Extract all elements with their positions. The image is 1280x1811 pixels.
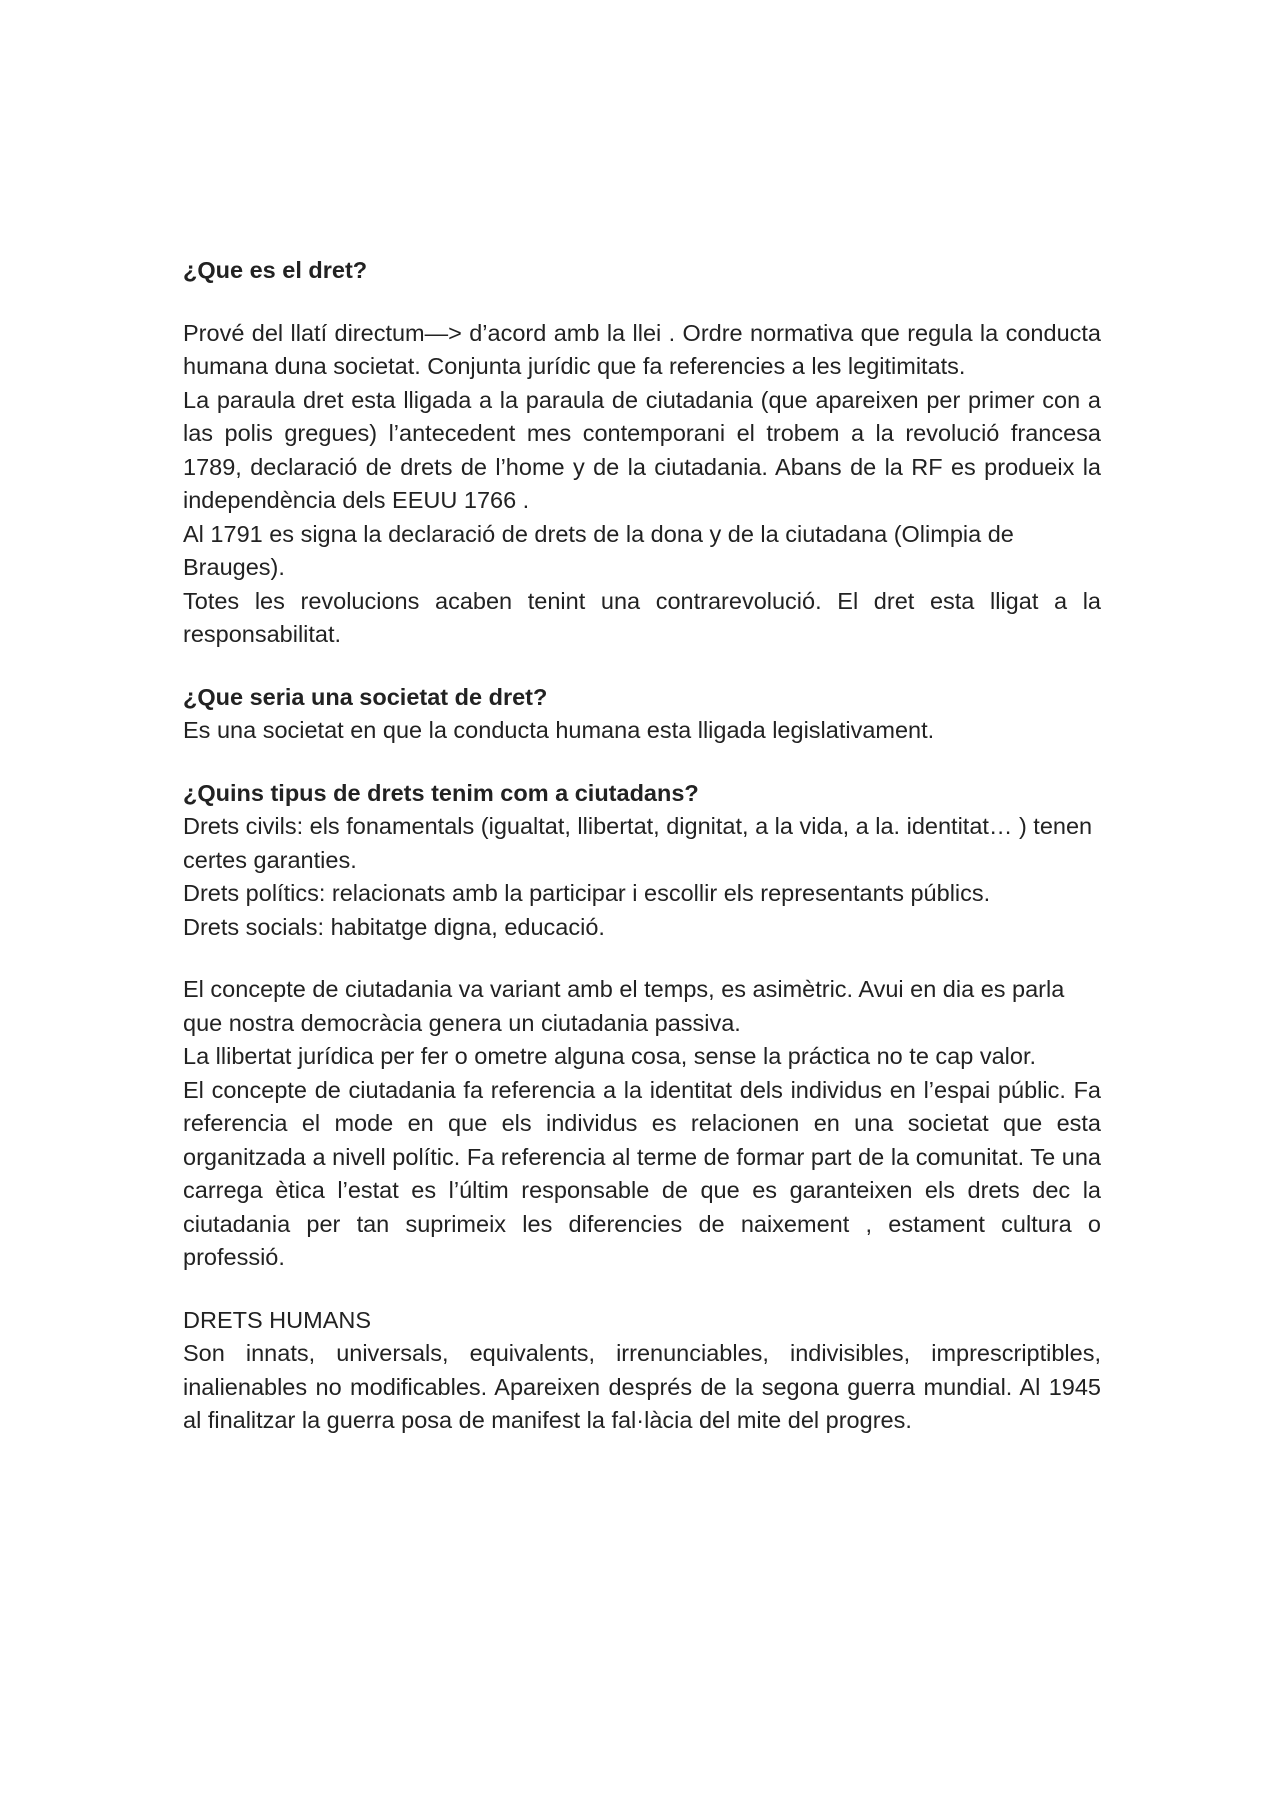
spacer (183, 652, 1101, 681)
document-page (183, 254, 1101, 1438)
paragraph-llibertat-juridica: La llibertat jurídica per fer o ometre alguna cosa, sense la práctica no te cap valor. (183, 1043, 1036, 1069)
paragraph-drets-humans: Son innats, universals, equivalents, irrenunciables, indivisibles, imprescriptibles, inalienables no modificables. Apareixen després de la segona guerra mundial. Al 1945 al finalitzar la guerra posa de manifest la fal·làcia del mite del progres. (183, 1340, 1101, 1433)
paragraph-identitat-espai-public: El concepte de ciutadania fa referencia a la identitat dels individus en l’espai públic. Fa referencia el mode en que els individus es relacionen en una societat que esta organitzada a nivell polític. Fa referencia al terme de formar part de la comunitat. Te una carrega ètica l’estat es l’últim responsable de que es garanteixen els drets dec la ciutadania per tan suprimeix les diferencies de naixement , estament cultura o professió. (183, 1076, 1101, 1270)
paragraph-dret-ciutadania: La paraula dret esta lligada a la paraula de ciutadania (que apareixen per primer con a las polis gregues) l’antecedent mes contemporani el trobem a la revolució francesa 1789, declaració de drets de l’home y de la ciutadania. Abans de la RF es produeix la independència dels EEUU 1766 . (183, 386, 1101, 513)
heading-que-es-el-dret: ¿Que es el dret? (183, 257, 368, 283)
spacer (183, 1275, 1101, 1304)
heading-societat-de-dret: ¿Que seria una societat de dret? (183, 683, 548, 710)
paragraph-drets-politics: Drets polítics: relacionats amb la participar i escollir els representants públics. (183, 880, 991, 906)
paragraph-origen-dret: Prové del llatí directum—> d’acord amb la llei . Ordre normativa que regula la conducta humana duna societat. Conjunta jurídic que fa referencies a les legitimitats. (183, 319, 1101, 379)
paragraph-drets-civils: Drets civils: els fonamentals (igualtat, llibertat, dignitat, a la vida, a la. identitat… ) tenen certes garanties. (183, 813, 1093, 873)
spacer (183, 944, 1101, 973)
paragraph-societat-de-dret: Es una societat en que la conducta humana esta lligada legislativament. (183, 717, 935, 743)
paragraph-drets-socials: Drets socials: habitatge digna, educació. (183, 913, 605, 940)
heading-tipus-de-drets: ¿Quins tipus de drets tenim com a ciutadans? (183, 779, 699, 806)
heading-drets-humans: DRETS HUMANS (183, 1306, 372, 1333)
spacer (183, 288, 1101, 317)
paragraph-contrarevolucio: Totes les revolucions acaben tenint una contrarevolució. El dret esta lligat a la responsabilitat. (183, 587, 1101, 647)
paragraph-concepte-ciutadania: El concepte de ciutadania va variant amb el temps, es asimètric. Avui en dia es parla que nostra democràcia genera un ciutadania passiva. (183, 976, 1065, 1036)
spacer (183, 748, 1101, 777)
paragraph-declaracio-dona: Al 1791 es signa la declaració de drets de la dona y de la ciutadana (Olimpia de Brauges). (183, 520, 1014, 580)
